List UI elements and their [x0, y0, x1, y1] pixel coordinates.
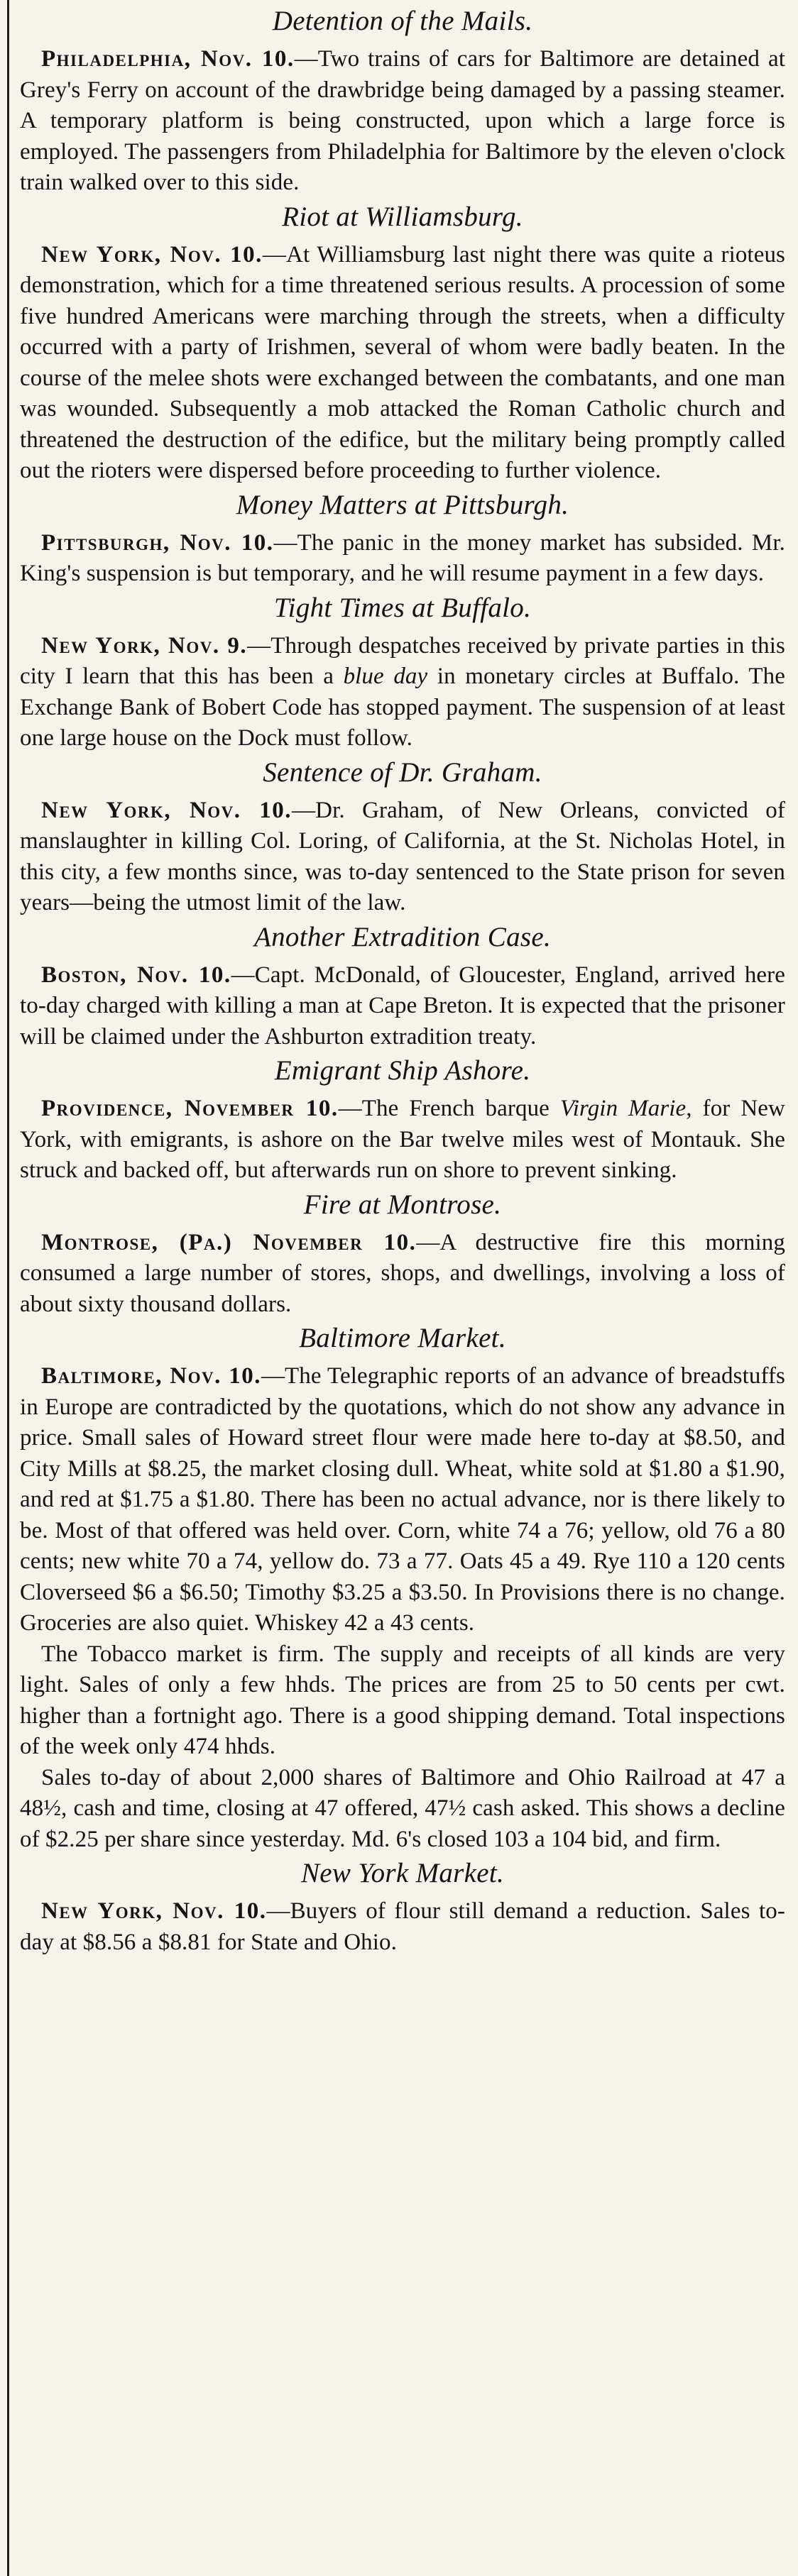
- body-text: —Through despatches received by private parties in this city I learn that this has been a: [20, 632, 785, 689]
- italic-text: Virgin Marie: [559, 1096, 687, 1121]
- dispatch-emigrant-ship-ashore: [20, 1054, 785, 1187]
- headline: Money Matters at Pittsburgh.: [236, 489, 569, 520]
- body-text: —The Telegraphic reports of an advance of breadstuffs in Europe are contradicted by the quotations, which do not show any advance in price. Small sales of Howard street flour were made here to-day at $8.50, and City Mills at $8.25, the market closing dull. Wheat, white sold at $1.80 a $1.90, and red at $1.75 a $1.80. There has been no actual advance, nor is there likely to be. Most of that offered was held over. Corn, white 74 a 76; yellow, old 76 a 80 cents; new white 70 a 74, yellow do. 73 a 77. Oats 45 a 49. Rye 110 a 120 cents Cloverseed $6 a $6.50; Timothy $3.25 a $3.50. In Provisions there is no change. Groceries are also quiet. Whiskey 42 a 43 cents.: [20, 1363, 785, 1636]
- dateline: Pittsburgh, Nov. 10.: [41, 529, 274, 556]
- dispatch-detention-of-mails: [20, 4, 785, 199]
- dispatch-another-extradition-case: [20, 920, 785, 1053]
- news-column: [20, 4, 785, 1958]
- dispatch-tight-times-buffalo: [20, 591, 785, 754]
- body-text: —At Williamsburg last night there was quite a rioteus demonstration, which for a time threatened serious results. A procession of some five hundred Americans were marching through the streets, when a difficulty occurred with a party of Irishmen, several of whom were badly beaten. In the course of the melee shots were exchanged between the combatants, and one man was wounded. Subsequently a mob attacked the Roman Catholic church and threatened the destruction of the edifice, but the military being promptly called out the rioters were dispersed before proceeding to further violence.: [20, 241, 785, 483]
- headline: Another Extradition Case.: [253, 921, 552, 952]
- paragraph: [20, 960, 785, 1053]
- body-text: , for New York, with emigrants, is ashore on the Bar twelve miles west of Montauk. She struck and backed off, but afterwards run on shore to prevent sinking.: [20, 1096, 785, 1183]
- headline: Sentence of Dr. Graham.: [263, 756, 542, 788]
- headline: New York Market.: [300, 1858, 505, 1888]
- headline: Emigrant Ship Ashore.: [274, 1055, 531, 1086]
- body-text: —Dr. Graham, of New Orleans, convicted of manslaughter in killing Col. Loring, of California, at the St. Nicholas Hotel, in this city, a few months since, was to-day sentenced to the State prison for seven years—being the utmost limit of the law.: [20, 797, 785, 915]
- paragraph: [20, 1896, 785, 1958]
- headline: Detention of the Mails.: [272, 6, 533, 36]
- headline: Riot at Williamsburg.: [282, 201, 523, 232]
- dateline: Baltimore, Nov. 10.: [41, 1363, 261, 1389]
- paragraph-railroad-shares: Sales to-day of about 2,000 shares of Baltimore and Ohio Railroad at 47 a 48½, cash and time, closing at 47 offered, 47½ cash asked. This shows a decline of $2.25 per share since yesterday. Md. 6's closed 103 a 104 bid, and firm.: [20, 1764, 785, 1852]
- dateline: Philadelphia, Nov. 10.: [41, 46, 295, 72]
- dateline: New York, Nov. 10.: [41, 797, 293, 823]
- body-text: —Buyers of flour still demand a reduction. Sales to-day at $8.56 a $8.81 for State and Ohio.: [20, 1898, 785, 1955]
- body-text: —The French barque: [338, 1096, 560, 1121]
- headline: Fire at Montrose.: [303, 1189, 502, 1220]
- dateline: New York, Nov. 10.: [41, 1898, 267, 1924]
- dateline: New York, Nov. 10.: [41, 241, 263, 268]
- body-text: —The panic in the money market has subsided. Mr. King's suspension is but temporary, and he will resume payment in a few days.: [20, 529, 785, 586]
- headline: Baltimore Market.: [299, 1323, 506, 1353]
- dispatch-new-york-market: [20, 1856, 785, 1958]
- paragraph: [20, 631, 785, 754]
- dispatch-sentence-dr-graham: [20, 756, 785, 919]
- paragraph: [20, 1094, 785, 1187]
- paragraph: [20, 44, 785, 199]
- paragraph: [20, 1228, 785, 1321]
- dispatch-money-matters-pittsburgh: [20, 488, 785, 590]
- body-text: —Capt. McDonald, of Gloucester, England, arrived here to-day charged with killing a man at Cape Breton. It is expected that the prisoner will be claimed under the Ashburton extradition treaty.: [20, 962, 785, 1050]
- body-text: —Two trains of cars for Baltimore are detained at Grey's Ferry on account of the drawbridge being damaged by a passing steamer. A temporary platform is being constructed, upon which a large force is employed. The passengers from Philadelphia for Baltimore by the eleven o'clock train walked over to this side.: [20, 46, 785, 195]
- paragraph: [20, 528, 785, 590]
- dispatch-baltimore-market: [20, 1321, 785, 1855]
- dateline: New York, Nov. 9.: [41, 632, 248, 659]
- paragraph-tobacco: The Tobacco market is firm. The supply and receipts of all kinds are very light. Sales of only a few hhds. The prices are from 25 to 50 cents per cwt. higher than a fortnight ago. There is a good shipping demand. Total inspections of the week only 474 hhds.: [20, 1641, 785, 1759]
- dispatch-riot-at-williamsburg: [20, 200, 785, 487]
- column-rule: [7, 0, 9, 2576]
- dateline: Montrose, (Pa.) November 10.: [41, 1229, 417, 1255]
- dispatch-fire-at-montrose: [20, 1188, 785, 1321]
- dateline: Providence, November 10.: [41, 1096, 339, 1121]
- paragraph: [20, 1361, 785, 1639]
- headline: Tight Times at Buffalo.: [273, 592, 532, 623]
- paragraph: [20, 240, 785, 487]
- paragraph: [20, 796, 785, 919]
- dateline: Boston, Nov. 10.: [41, 962, 231, 988]
- italic-text: blue day: [343, 664, 428, 689]
- body-text: —A destructive fire this morning consumed a large number of stores, shops, and dwellings, involving a loss of about sixty thousand dollars.: [20, 1229, 785, 1317]
- body-text: in monetary circles at Buffalo. The Exchange Bank of Bobert Code has stopped payment. The suspension of at least one large house on the Dock must follow.: [20, 664, 785, 751]
